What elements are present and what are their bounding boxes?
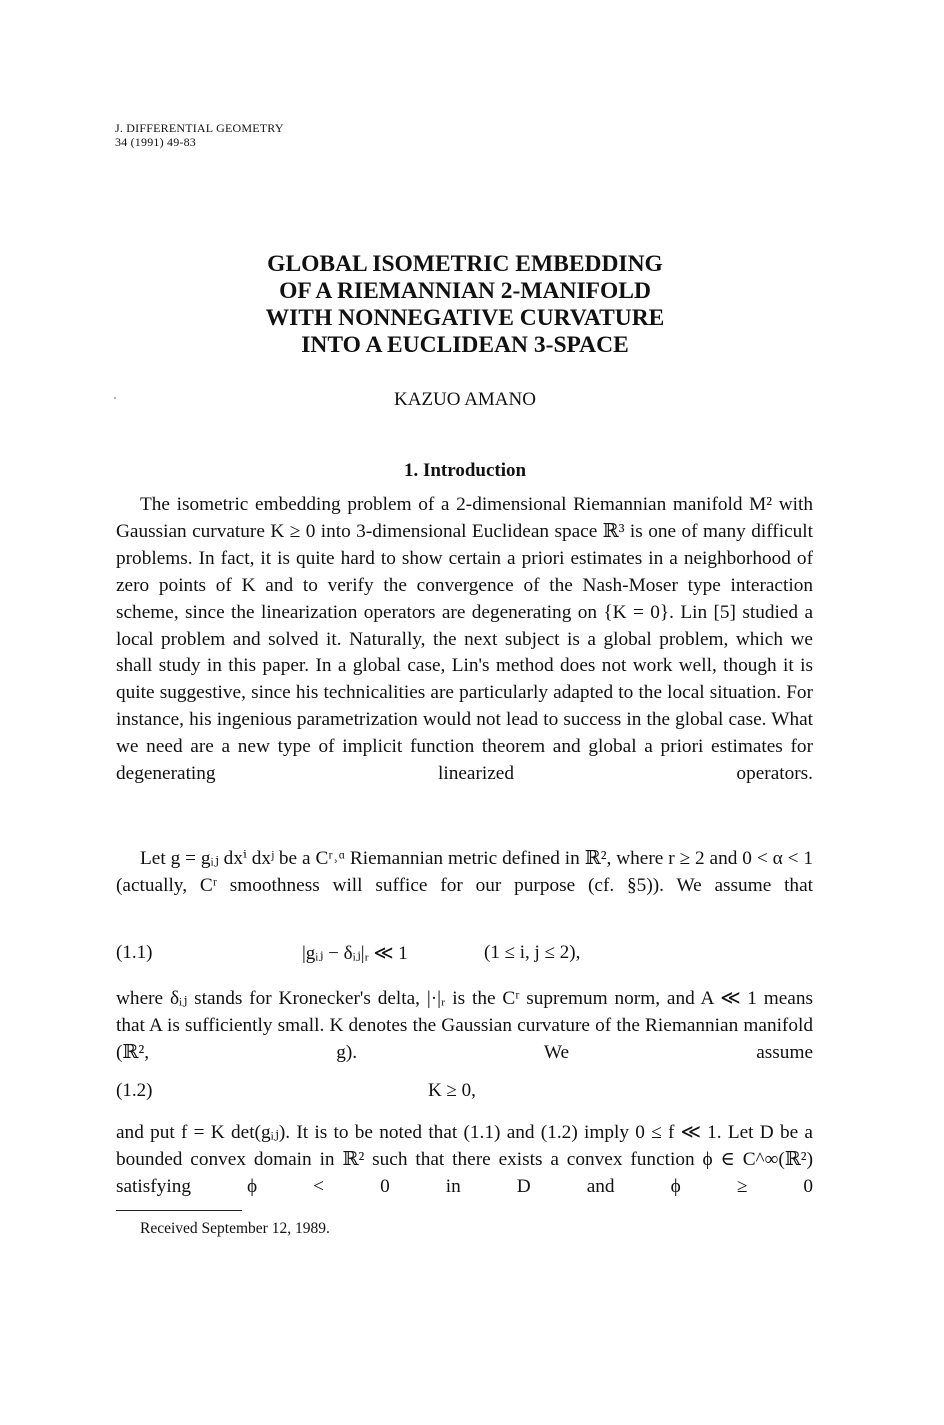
footnote: Received September 12, 1989. — [140, 1220, 330, 1237]
journal-name: J. DIFFERENTIAL GEOMETRY — [115, 121, 284, 135]
equation-body: K ≥ 0, — [428, 1080, 476, 1101]
intro-paragraph: The isometric embedding problem of a 2-dimensional Riemannian manifold M² with Gaussian curvature K ≥ 0 into 3-dimensional Euclidean space ℝ³ is one of many difficult problems. In fact, it is quite hard to show certain a priori estimates in a neighborhood of zero points of K and to verify the convergence of the Nash-Moser type interaction scheme, since the linearization operators are degenerating on {K = 0}. Lin [5] studied a local problem and solved it. Naturally, the next subject is a global problem, which we shall study in this paper. In a global case, Lin's method does not work well, though it is quite suggestive, since his technicalities are particularly adapted to the local situation. For instance, his ingenious parametrization would not lead to success in the global case. What we need are a new type of implicit function theorem and global a priori estimates for degenerating linearized operators. — [116, 494, 813, 785]
journal-header — [115, 121, 284, 149]
journal-volume: 34 (1991) 49-83 — [115, 135, 196, 149]
equation-condition: (1 ≤ i, j ≤ 2), — [484, 942, 581, 963]
equation-number: (1.1) — [116, 942, 153, 963]
speck-mark — [114, 397, 116, 399]
paper-title — [150, 251, 780, 359]
metric-paragraph: Let g = gᵢⱼ dxⁱ dxʲ be a Cʳ˒ᵅ Riemannian metric defined in ℝ², where r ≥ 2 and 0 < α < 1 (actually, Cʳ smoothness will suffice for our purpose (cf. §5)). We assume that — [116, 848, 813, 896]
final-paragraph: and put f = K det(gᵢⱼ). It is to be noted that (1.1) and (1.2) imply 0 ≤ f ≪ 1. Let D be a bounded convex domain in ℝ² such that there exists a convex function ϕ ∈ C^∞(ℝ²) satisfying ϕ < 0 in D and ϕ ≥ 0 — [116, 1122, 813, 1197]
title-line-2: OF A RIEMANNIAN 2-MANIFOLD — [279, 278, 651, 304]
title-line-4: INTO A EUCLIDEAN 3-SPACE — [301, 332, 629, 358]
footnote-rule — [116, 1210, 242, 1211]
equation-1-1 — [116, 942, 813, 968]
title-line-1: GLOBAL ISOMETRIC EMBEDDING — [267, 251, 663, 277]
equation-number: (1.2) — [116, 1080, 153, 1101]
equation-1-2 — [116, 1080, 813, 1106]
title-line-3: WITH NONNEGATIVE CURVATURE — [265, 305, 665, 331]
section-heading: 1. Introduction — [403, 460, 527, 481]
equation-lhs: |gᵢⱼ − δᵢⱼ|ᵣ ≪ 1 — [302, 943, 408, 964]
author: KAZUO AMANO — [394, 389, 536, 410]
where-paragraph: where δᵢⱼ stands for Kronecker's delta, |·|ᵣ is the Cʳ supremum norm, and A ≪ 1 means that A is sufficiently small. K denotes the Gaussian curvature of the Riemannian manifold (ℝ², g). We assume — [116, 988, 813, 1063]
